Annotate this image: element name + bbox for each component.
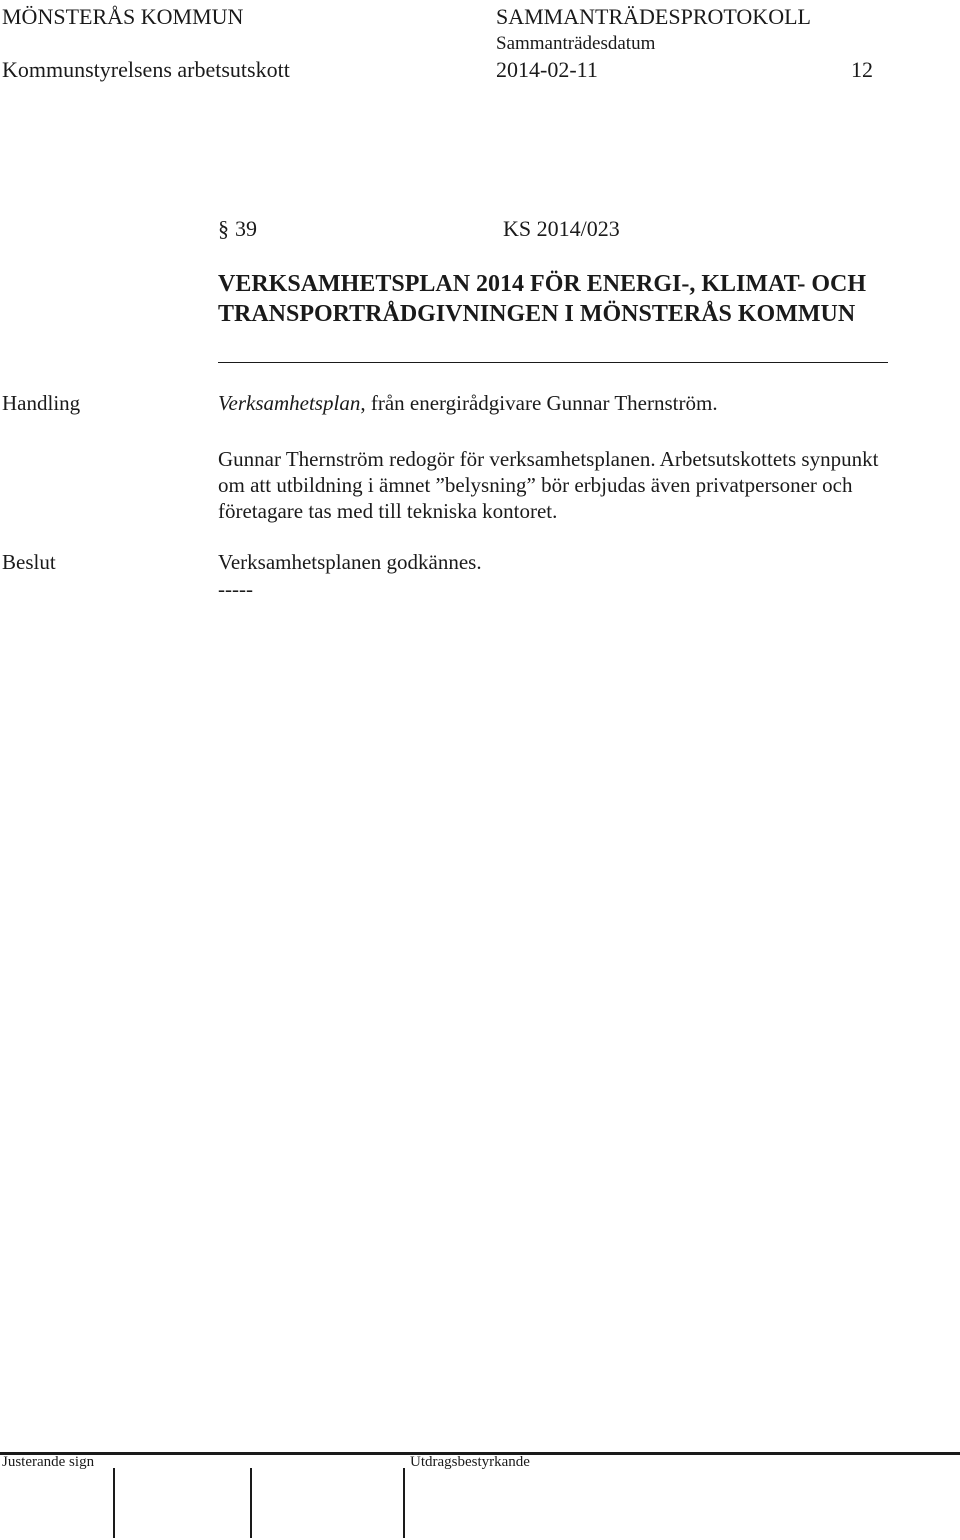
signature-box-line xyxy=(113,1468,115,1538)
body-paragraph: Gunnar Thernström redogör för verksamhetsplanen. Arbetsutskottets synpunkt om att utbildning i ämnet ”belysning” bör erbjudas även privatpersoner och företagare tas med till tekniska kontoret. xyxy=(218,447,879,523)
footer-extract-label: Utdragsbestyrkande xyxy=(410,1454,530,1470)
header-date: 2014-02-11 xyxy=(496,57,598,82)
header-date-label: Sammanträdesdatum xyxy=(496,33,656,54)
end-mark: ----- xyxy=(218,577,253,601)
signature-box-line xyxy=(403,1468,405,1538)
handling-source: , från energirådgivare Gunnar Thernström. xyxy=(360,391,718,415)
section-symbol: § xyxy=(218,216,229,241)
title-divider xyxy=(218,362,888,363)
section-number: 39 xyxy=(235,216,257,241)
handling-document-name: Verksamhetsplan xyxy=(218,391,361,415)
header-document-type: SAMMANTRÄDESPROTOKOLL xyxy=(496,4,811,29)
header-page-number: 12 xyxy=(851,57,873,82)
header-body: Kommunstyrelsens arbetsutskott xyxy=(2,57,290,82)
section-reference: KS 2014/023 xyxy=(503,216,620,241)
beslut-label: Beslut xyxy=(2,550,56,574)
handling-text xyxy=(218,391,718,416)
section-title: VERKSAMHETSPLAN 2014 FÖR ENERGI-, KLIMAT- OCH TRANSPORTRÅDGIVNINGEN I MÖNSTERÅS KOMMUN xyxy=(218,271,867,327)
handling-label: Handling xyxy=(2,391,81,415)
signature-box-line xyxy=(250,1468,252,1538)
header-organization: MÖNSTERÅS KOMMUN xyxy=(2,4,244,29)
beslut-text: Verksamhetsplanen godkännes. xyxy=(218,550,482,574)
section-number-line xyxy=(218,216,257,242)
footer-sign-label: Justerande sign xyxy=(2,1454,95,1470)
